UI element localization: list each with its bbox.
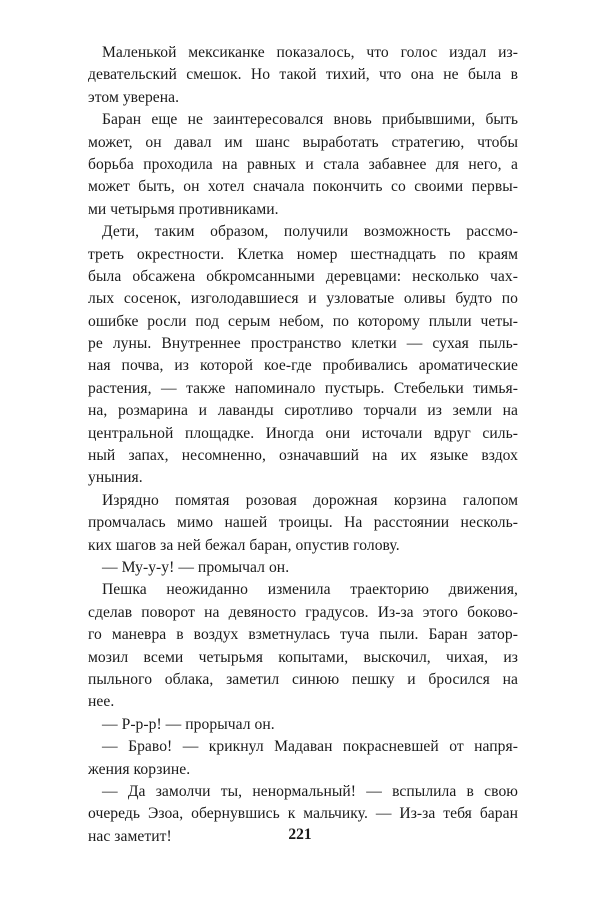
page-body xyxy=(88,42,518,848)
text-line: треть окрестности. Клетка номер шестнадцать по краям xyxy=(88,245,518,263)
text-line: ошибке росли под серым небом, по которому плыли четы- xyxy=(88,312,518,330)
paragraph xyxy=(88,42,518,109)
paragraph xyxy=(88,221,518,490)
text-line: лых сосенок, изголодавшиеся и узловатые оливы будто по xyxy=(88,290,518,308)
text-line: ный запах, несомненно, означавший на их языке вздох xyxy=(88,447,518,465)
text-line: очередь Эзоа, обернувшись к мальчику. — Из-за тебя баран xyxy=(88,805,518,823)
text-line: центральной площадке. Иногда они источали вдруг силь- xyxy=(88,424,518,442)
text-line: была обсажена обкромсанными деревцами: несколько чах- xyxy=(88,267,518,285)
page-number: 221 xyxy=(288,826,312,843)
text-line: может, он давал им шанс выработать стратегию, чтобы xyxy=(88,133,518,151)
text-line: мозил всеми четырьмя копытами, выскочил, чихая, из xyxy=(88,648,518,666)
paragraph xyxy=(88,557,518,579)
text-line: ми четырьмя противниками. xyxy=(88,200,279,218)
text-line: растения, — также напоминало пустырь. Стебельки тимья- xyxy=(88,379,518,397)
text-line: — Браво! — крикнул Мадаван покрасневшей от напря- xyxy=(102,738,518,756)
text-line: девательский смешок. Но такой тихий, что она не была в xyxy=(88,66,518,84)
text-line: нас заметит! xyxy=(88,827,172,845)
text-line: — Да замолчи ты, ненормальный! — вспылила в свою xyxy=(102,782,518,800)
text-line: на, розмарина и лаванды сиротливо торчали из земли на xyxy=(88,402,518,420)
text-line: Баран еще не заинтересовался вновь прибывшими, быть xyxy=(102,111,518,129)
text-line: может быть, он хотел сначала покончить со своими первы- xyxy=(88,178,518,196)
text-line: уныния. xyxy=(88,469,143,487)
text-line: го маневра в воздух взметнулась туча пыли. Баран затор- xyxy=(88,626,518,644)
text-line: Маленькой мексиканке показалось, что голос издал из- xyxy=(102,44,518,61)
text-line: ких шагов за ней бежал баран, опустив голову. xyxy=(88,536,400,554)
text-line: жения корзине. xyxy=(88,760,191,778)
text-line: — Р-р-р! — прорычал он. xyxy=(102,715,275,733)
text-line: ная почва, из которой кое-где пробивались ароматические xyxy=(88,357,518,375)
paragraph xyxy=(88,109,518,221)
paragraph xyxy=(88,714,518,736)
text-line: Пешка неожиданно изменила траекторию движения, xyxy=(102,581,518,599)
text-line: Дети, таким образом, получили возможность рассмо- xyxy=(102,223,518,241)
text-line: сделав поворот на девяносто градусов. Из-за этого боково- xyxy=(88,603,518,621)
text-line: ре луны. Внутреннее пространство клетки — сухая пыль- xyxy=(88,335,518,353)
paragraph xyxy=(88,490,518,557)
text-line: промчалась мимо нашей троицы. На расстоянии несколь- xyxy=(88,514,518,532)
paragraph xyxy=(88,736,518,781)
text-line: этом уверена. xyxy=(88,88,180,106)
text-line: Изрядно помятая розовая дорожная корзина галопом xyxy=(102,491,518,509)
text-line: нее. xyxy=(88,693,115,711)
paragraph xyxy=(88,579,518,713)
text-line: борьба проходила на равных и стала забавнее для него, а xyxy=(88,155,518,173)
text-line: пыльного облака, заметил синюю пешку и бросился на xyxy=(88,670,518,688)
text-line: — Му-у-у! — промычал он. xyxy=(102,558,290,576)
